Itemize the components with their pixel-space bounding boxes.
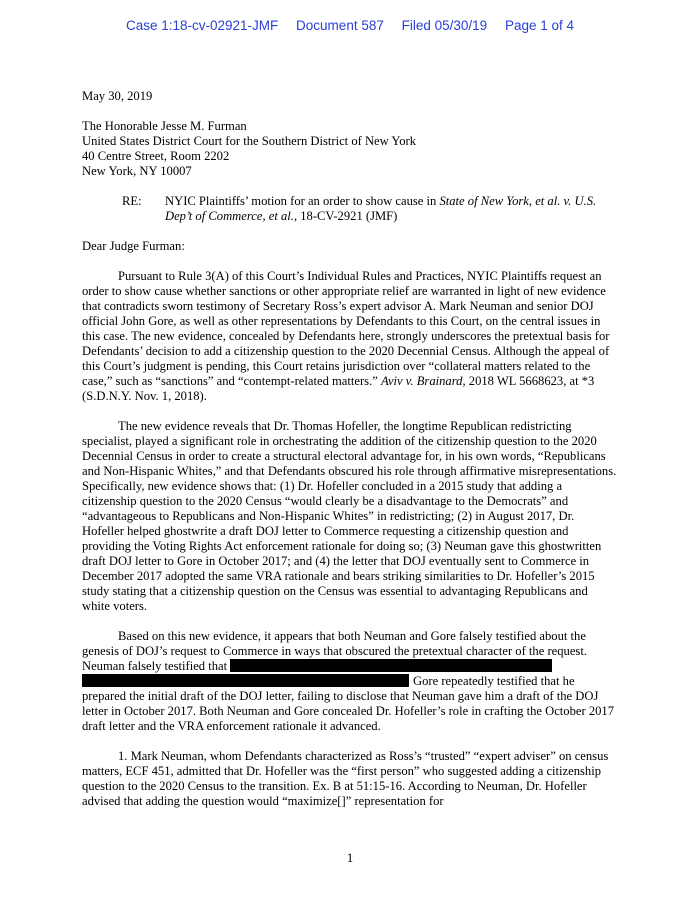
re-text: NYIC Plaintiffs’ motion for an order to show cause in xyxy=(165,194,440,208)
paragraph-neuman: 1. Mark Neuman, whom Defendants characterized as Ross’s “trusted” “expert adviser” on census matters, ECF 451, admitted that Dr. Hofeller was the “first person” who suggested adding a citizenship question to the 2020 Census to the transition. Ex. B at 51:15-16. According to Neuman, Dr. Hofeller advised that adding the question would “maximize[]” representation for xyxy=(82,749,609,808)
address-line: The Honorable Jesse M. Furman xyxy=(82,119,247,133)
paragraph-new-evidence: The new evidence reveals that Dr. Thomas Hofeller, the longtime Republican redistricting specialist, played a significant role in orchestrating the addition of the citizenship question to the 2020 Decennial Census in order to create a structural electoral advantage for, in his own words, “Republicans and Non-Hispanic Whites,” and that Defendants obscured his role through affirmative misrepresentations. Specifically, new evidence shows that: (1) Dr. Hofeller concluded in a 2015 study that adding a citizenship question to the 2020 Census “would clearly be a disadvantage to the Democrats” and “advantageous to Republicans and Non-Hispanic Whites” in redistricting; (2) in August 2017, Dr. Hofeller helped ghostwrite a draft DOJ letter to Commerce requesting a citizenship question and providing the Voting Rights Act enforcement rationale for doing so; (3) Neuman gave this ghostwritten draft DOJ letter to Gore in October 2017; and (4) the letter that DOJ eventually sent to Commerce in December 2017 adopted the same VRA rationale and bears striking similarities to Dr. Hofeller’s 2015 study stating that a citizenship question on the Census was essential to advantaging Republicans and white voters. xyxy=(82,419,617,613)
re-subject xyxy=(165,194,618,224)
letter-date: May 30, 2019 xyxy=(82,89,153,103)
citation-italic: Aviv v. Brainard xyxy=(380,374,463,388)
page-indicator: Page 1 of 4 xyxy=(504,18,575,33)
address-line: United States District Court for the Southern District of New York xyxy=(82,134,417,148)
redaction-box xyxy=(82,674,409,687)
case-caption-italic: State of New York, et al. v. xyxy=(439,194,572,208)
citation-text: , 2018 WL 5668623, at *3 (S.D.N.Y. Nov. 1, 2018). xyxy=(82,374,595,403)
page-number: 1 xyxy=(346,851,354,865)
case-caption-italic: U.S. Dep’t of Commerce, et al. xyxy=(165,194,597,223)
re-line xyxy=(122,194,618,224)
ecf-header xyxy=(0,18,700,33)
paragraph-text: Gore repeatedly testified that he prepared the initial draft of the DOJ letter, failing to disclose that Neuman gave him a draft of the DOJ letter in October 2017. Both Neuman and Gore concealed Dr. Hofeller’s role in crafting the October 2017 draft letter and the VRA enforcement rationale it advanced. xyxy=(82,674,615,733)
recipient-address xyxy=(82,119,618,179)
paragraph-text: Pursuant to Rule 3(A) of this Court’s Individual Rules and Practices, NYIC Plaintiffs request an order to show cause whether sanctions or other appropriate relief are warranted in light of new evidence that contradicts sworn testimony of Secretary Ross’s expert advisor A. Mark Neuman and senior DOJ official John Gore, as well as other representations by Defendants to this Court, on the central issues in this case. The new evidence, concealed by Defendants here, strongly underscores the pretextual basis for Defendants’ decision to add a citizenship question to the 2020 Decennial Census. Although the appeal of this Court’s judgment is pending, this Court retains jurisdiction over “collateral matters related to the case,” such as “sanctions” and “contempt-related matters.” xyxy=(82,269,610,388)
paragraph-text: Based on this new evidence, it appears that both Neuman and Gore falsely testified about the genesis of DOJ’s request to Commerce in ways that obscured the pretextual character of the request. Neuman falsely testified that xyxy=(82,629,587,673)
case-number: Case 1:18-cv-02921-JMF xyxy=(125,18,279,33)
paragraph-intro xyxy=(82,269,618,404)
letter-body xyxy=(82,89,618,809)
re-label: RE: xyxy=(122,194,142,208)
address-line: 40 Centre Street, Room 2202 xyxy=(82,149,230,163)
re-text: , 18-CV-2921 (JMF) xyxy=(293,209,398,223)
document-number: Document 587 xyxy=(296,18,384,33)
filed-date: Filed 05/30/19 xyxy=(401,18,488,33)
address-line: New York, NY 10007 xyxy=(82,164,192,178)
redaction-box xyxy=(230,659,552,672)
paragraph-false-testimony xyxy=(82,629,618,734)
salutation: Dear Judge Furman: xyxy=(82,239,185,253)
